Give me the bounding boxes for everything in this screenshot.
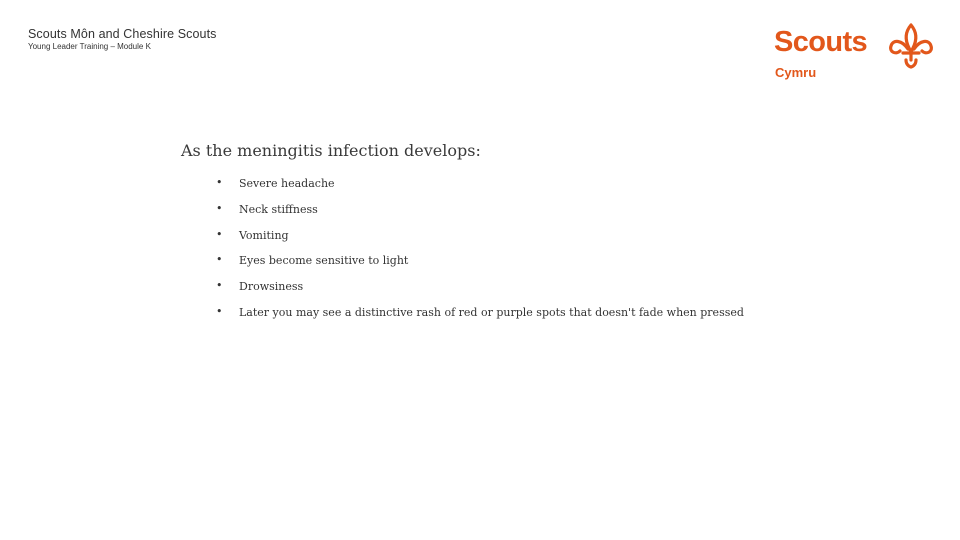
list-item-text: Neck stiffness (239, 202, 318, 216)
list-item-text: Vomiting (239, 228, 289, 242)
bullet-glyph: • (216, 201, 223, 215)
bullet-glyph: • (216, 279, 223, 293)
slide-heading: As the meningitis infection develops: (181, 141, 481, 160)
list-item-text: Drowsiness (239, 280, 304, 294)
list-item-text: Eyes become sensitive to light (239, 254, 409, 268)
bullet-glyph: • (216, 304, 223, 318)
list-item-text: Severe headache (239, 177, 335, 190)
fleur-de-lis-icon (888, 22, 934, 70)
logo-wordmark: Scouts (774, 26, 868, 58)
list-item-text: Later you may see a distinctive rash of red or purple spots that doesn't fade when pressed (239, 305, 744, 319)
bullet-glyph: • (216, 176, 223, 189)
bullet-glyph: • (216, 253, 223, 267)
logo-subtitle: Cymru (775, 65, 817, 80)
scouts-cymru-logo (774, 22, 936, 86)
organisation-title: Scouts Môn and Cheshire Scouts (28, 27, 217, 41)
module-subtitle: Young Leader Training – Module K (28, 42, 151, 51)
bullet-glyph: • (216, 227, 223, 241)
